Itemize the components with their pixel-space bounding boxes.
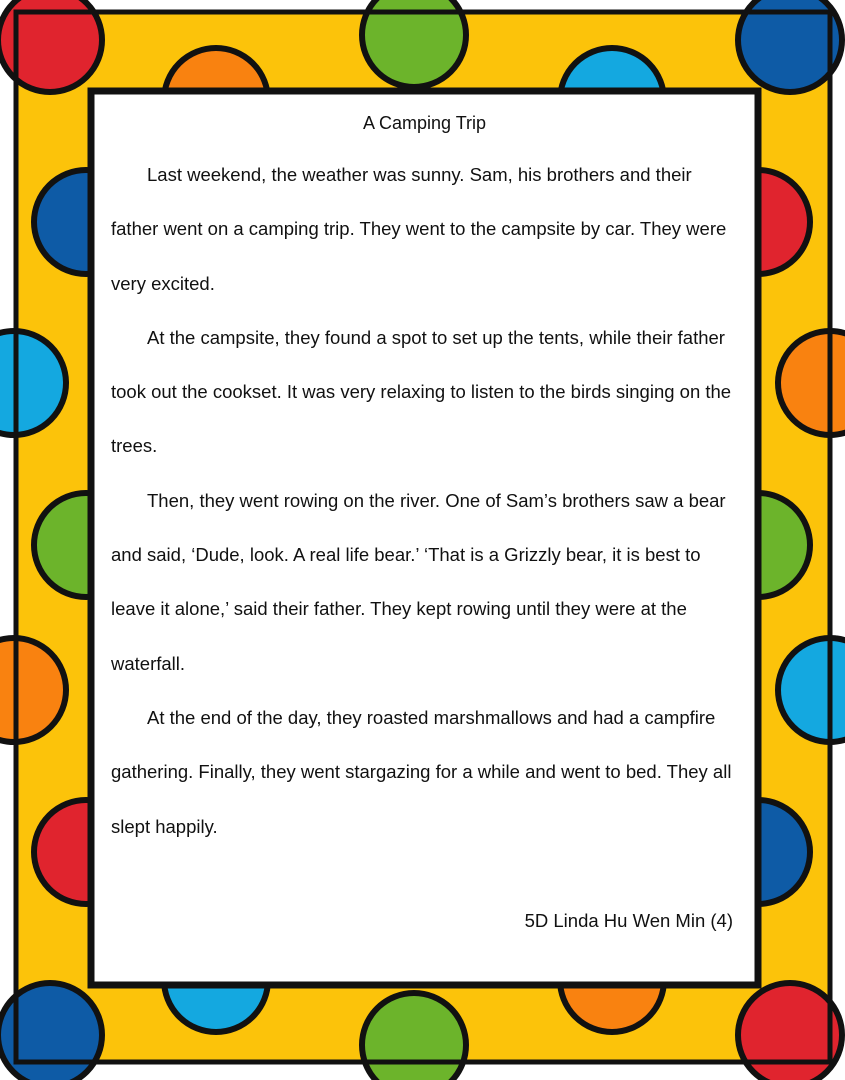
author-signature: 5D Linda Hu Wen Min (4): [524, 910, 733, 931]
story-paper: [96, 96, 753, 980]
paragraph: At the campsite, they found a spot to set up the tents, while their father took out the cookset. It was very relaxing to listen to the birds singing on the trees.: [111, 326, 732, 457]
story-title: A Camping Trip: [362, 113, 487, 133]
paragraph: At the end of the day, they roasted marshmallows and had a campfire gathering. Finally, they went stargazing for a while and went to bed. They all slept happily.: [111, 706, 732, 837]
story-body: [111, 148, 741, 854]
paragraph: Then, they went rowing on the river. One of Sam’s brothers saw a bear and said, ‘Dude, look. A real life bear.’ ‘That is a Grizzly bear, it is best to leave it alone,’ said their father. They kept rowing until they were at the waterfall.: [111, 489, 726, 674]
paragraph: Last weekend, the weather was sunny. Sam, his brothers and their father went on a camping trip. They went to the campsite by car. They were very excited.: [111, 164, 727, 294]
red-dot: [738, 983, 842, 1080]
green-dot: [362, 993, 466, 1080]
